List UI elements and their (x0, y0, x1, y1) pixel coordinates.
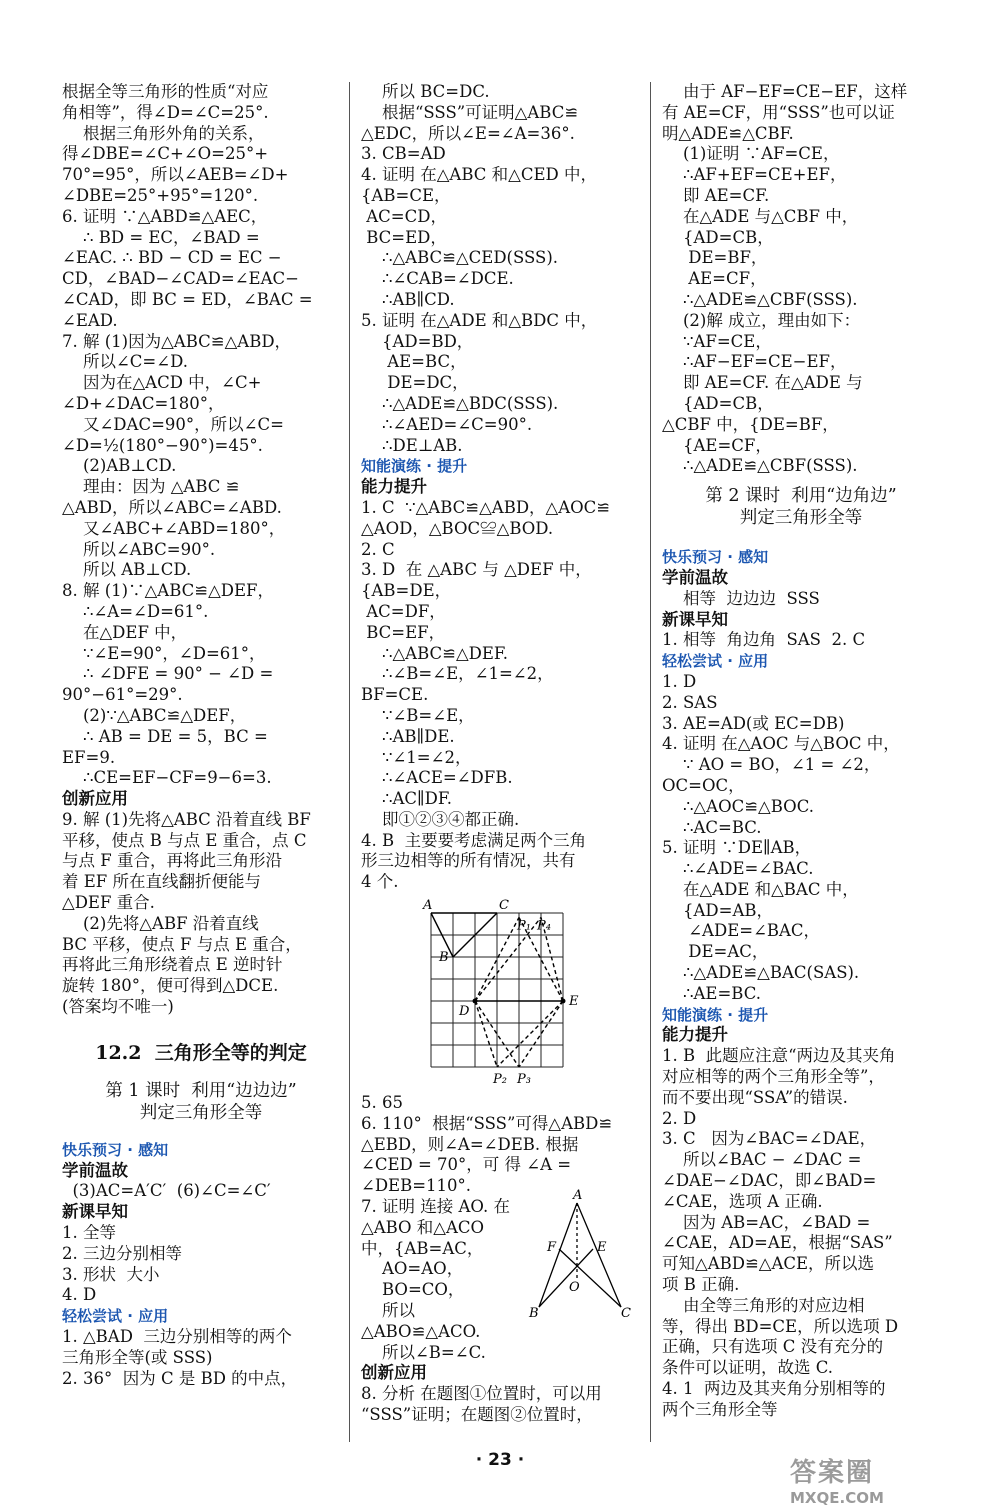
text-line: BC 平移，使点 F 与点 E 重合， (62, 934, 302, 954)
text-line: OC=OC， (662, 775, 745, 795)
text-line: AO=AO， (361, 1259, 464, 1279)
text-line: BC=EF， (361, 622, 446, 642)
grid-label-p4: P₄ (537, 918, 551, 934)
text-line: 所以 AB⊥CD. (62, 560, 192, 580)
text-line: “SSS”证明；在题图②位置时， (361, 1405, 593, 1425)
text-line: ∠DBE=25°+95°=120°. (62, 185, 259, 205)
watermark-logo-text: 答案圈 (790, 1458, 875, 1488)
lesson-title: 第 2 课时 利用“边角边” (705, 486, 897, 507)
text-line: ∴△ADE≌△BAC(SAS). (662, 963, 860, 983)
sub-heading: 创新应用 (361, 1363, 427, 1383)
text-line: BF=CE. (361, 685, 429, 705)
text-line: 即 AE=CF. 在△ADE 与 (662, 373, 863, 393)
sub-heading: 能力提升 (662, 1025, 728, 1045)
text-line: 有 AE=CF，用“SSS”也可以证 (662, 102, 895, 122)
text-line: (2)AB⊥CD. (62, 456, 177, 476)
text-line: 形三边相等的所有情况，共有 (361, 851, 576, 871)
text-line: ∴AF−EF=CE−EF， (662, 352, 847, 372)
sub-heading: 新课早知 (62, 1202, 128, 1222)
text-line: 根据三角形外角的关系， (62, 123, 265, 143)
text-line: ∠CAE，AD=AE，根据“SAS” (662, 1233, 893, 1253)
text-line: 在△DEF 中， (62, 622, 188, 642)
text-line: ∴△ABC≌△DEF. (361, 643, 509, 663)
text-line: 可知△ABD≌△ACE，所以选 (662, 1254, 875, 1274)
text-line: ∴△AOC≌△BOC. (662, 796, 814, 816)
text-line: 4 个. (361, 872, 399, 892)
text-line: 而不要出现“SSA”的错误. (662, 1087, 848, 1107)
text-line: ∴AC=BC. (662, 817, 762, 837)
text-line: (1)证明 ∵AF=CE， (662, 144, 840, 164)
text-line: ∴△ABC≌△CED(SSS). (361, 248, 559, 268)
column-3 (662, 82, 940, 1421)
triangle-label-f: F (547, 1240, 557, 1255)
text-line: ∠DAE−∠DAC，即∠BAD= (662, 1171, 877, 1191)
grid-label-p3: P₃ (517, 1072, 531, 1088)
text-line: 所以 (361, 1301, 415, 1321)
text-line: 所以∠ABC=90°. (62, 539, 216, 559)
page-number: · 23 · (475, 1450, 525, 1470)
text-line: ∴∠B=∠E，∠1=∠2， (361, 664, 554, 684)
text-line: ∴ ∠DFE = 90° − ∠D = (62, 664, 274, 684)
text-line: 1. B 此题应注意“两边及其夹角 (662, 1046, 896, 1066)
text-line: 在△ADE 与△CBF 中， (662, 206, 859, 226)
text-line: 两个三角形全等 (662, 1399, 778, 1419)
text-line: ∴△ADE≌△BDC(SSS). (361, 393, 559, 413)
text-line: 条件可以证明，故选 C. (662, 1358, 834, 1378)
text-line: 3. C 因为∠BAC=∠DAE， (662, 1129, 877, 1149)
grid-label-p1: P₁ (517, 918, 531, 934)
text-line: 项 B 正确. (662, 1275, 740, 1295)
text-line: 根据全等三角形的性质“对应 (62, 82, 269, 101)
text-line: {AB=DE， (361, 581, 452, 601)
text-line: ∴∠CAB=∠DCE. (361, 269, 514, 289)
text-line: 旋转 180°，便可得到△DCE. (62, 976, 279, 996)
text-line: (2)解 成立，理由如下： (662, 310, 861, 330)
text-line: 对应相等的两个三角形全等”， (662, 1067, 885, 1087)
text-line: 2. C (361, 539, 395, 559)
lesson-title: 第 1 课时 利用“边边边” (105, 1080, 297, 1101)
text-line: ∵ AO = BO，∠1 = ∠2， (662, 755, 881, 775)
text-line: {AB=CE， (361, 185, 451, 205)
text-line: 7. 证明 连接 AO. 在 (361, 1197, 510, 1217)
text-line: ∴∠A=∠D=61°. (62, 601, 209, 621)
text-line: {AD=BD， (361, 331, 474, 351)
section-heading: 知能演练 · 提升 (361, 457, 468, 476)
text-line: ∵AF=CE， (662, 331, 772, 351)
text-line: ∴AB∥CD. (361, 289, 455, 309)
text-line: ∴△ADE≌△CBF(SSS). (662, 289, 858, 309)
text-line: 等，得出 BD=CE，所以选项 D (662, 1316, 899, 1336)
text-line: 5. 证明 在△ADE 和△BDC 中， (361, 310, 598, 330)
text-line: BO=CO， (361, 1280, 465, 1300)
text-line: ∴∠AED=∠C=90°. (361, 414, 533, 434)
text-line: ∴∠ADE=∠BAC. (662, 859, 814, 879)
watermark (790, 1452, 884, 1507)
text-line: {AD=CB， (662, 393, 774, 413)
text-line: {AE=CF， (662, 435, 772, 455)
text-line: 2. 36° 因为 C 是 BD 的中点， (62, 1368, 298, 1388)
section-title: 12.2 三角形全等的判定 (95, 1041, 307, 1064)
grid-label-p2: P₂ (493, 1072, 507, 1088)
grid-label-d: D (459, 1004, 470, 1020)
text-line: AC=CD， (361, 206, 447, 226)
text-line: 1. C ∵△ABC≌△ABD，△AOC≌ (361, 497, 611, 517)
text-line: 由全等三角形的对应边相 (662, 1295, 865, 1315)
text-line: BC=ED， (361, 227, 447, 247)
text-line: △EBD，则∠A=∠DEB. 根据 (361, 1134, 579, 1154)
section-heading: 快乐预习 · 感知 (62, 1140, 169, 1159)
text-line: ∠CAD，即 BC = ED，∠BAC = (62, 289, 313, 309)
text-line: 8. 分析 在题图①位置时，可以用 (361, 1384, 602, 1404)
sub-heading: 能力提升 (361, 477, 427, 497)
text-line: 理由：因为 △ABC ≌ (62, 477, 240, 497)
text-line: ∴DE⊥AB. (361, 435, 463, 455)
text-line: EF=9. (62, 747, 116, 767)
column-divider-1 (349, 82, 350, 1442)
text-line: (2)先将△ABF 沿着直线 (62, 913, 259, 933)
column-2 (361, 82, 639, 1426)
text-line: AE=CF， (662, 269, 767, 289)
text-line: 1. △BAD 三边分别相等的两个 (62, 1327, 292, 1347)
text-line: 明△ADE≌△CBF. (662, 123, 794, 143)
grid-diagram (361, 893, 639, 1093)
text-line: 即 AE=CF. (662, 185, 770, 205)
text-line: 90°−61°=29°. (62, 685, 183, 705)
sub-heading: 创新应用 (62, 789, 128, 809)
text-line: 6. 110° 根据“SSS”可得△ABD≌ (361, 1113, 613, 1133)
text-line: 即①②③④都正确. (361, 809, 520, 829)
text-line: ∠ADE=∠BAC， (662, 921, 821, 941)
text-line: ∴ BD = EC，∠BAD = (62, 227, 260, 247)
text-line: 角相等”，得∠D=∠C=25°. (62, 102, 269, 122)
section-heading: 知能演练 · 提升 (662, 1005, 769, 1024)
text-line: 3. CB=AD (361, 144, 446, 164)
text-line: (答案均不唯一) (62, 997, 174, 1017)
text-line: 根据“SSS”可证明△ABC≌ (361, 102, 579, 122)
text-line: 因为在△ACD 中，∠C+ (62, 373, 262, 393)
sub-heading: 学前温故 (62, 1160, 128, 1180)
text-line: △ABD，所以∠ABC=∠ABD. (62, 497, 282, 517)
text-line: 3. 形状 大小 (62, 1264, 160, 1284)
triangle-label-a: A (573, 1188, 583, 1203)
watermark-url: MXQE.COM (790, 1489, 884, 1507)
text-line: ∴ AB = DE = 5，BC = (62, 726, 268, 746)
text-line: 5. 65 (361, 1093, 403, 1113)
text-line: ∴AC∥DF. (361, 789, 452, 809)
text-line: 平移，使点 B 与点 E 重合，点 C (62, 830, 307, 850)
triangle-figure (529, 1189, 629, 1335)
text-line: 三角形全等(或 SSS) (62, 1347, 213, 1367)
text-line: ∠CED = 70°，可 得 ∠A = (361, 1155, 572, 1175)
text-line: 7. 解 (1)因为△ABC≌△ABD， (62, 331, 292, 351)
text-line: 3. AE=AD(或 EC=DB) (662, 713, 845, 733)
grid-figure (361, 893, 639, 1093)
text-line: 中，{AB=AC， (361, 1238, 484, 1258)
text-line: ∴△ADE≌△CBF(SSS). (662, 456, 858, 476)
text-line: 8. 解 (1)∵△ABC≌△DEF， (62, 581, 275, 601)
text-line: 再将此三角形绕着点 E 逆时针 (62, 955, 283, 975)
text-line: △CBF 中，{DE=BF， (662, 414, 839, 434)
grid-label-c: C (499, 898, 509, 914)
text-line: (2)∵△ABC≌△DEF， (62, 705, 247, 725)
text-line: 4. 1 两边及其夹角分别相等的 (662, 1379, 886, 1399)
text-line: ∵∠E=90°，∠D=61°， (62, 643, 266, 663)
text-line: 3. D 在 △ABC 与 △DEF 中， (361, 560, 592, 580)
text-line: △ABO 和△ACO (361, 1217, 485, 1237)
column-divider-2 (650, 82, 651, 1442)
text-line: ∴AF+EF=CE+EF， (662, 165, 847, 185)
text-line: 4. D (62, 1285, 97, 1305)
text-line: △DEF 重合. (62, 893, 155, 913)
text-line: 9. 解 (1)先将△ABC 沿着直线 BF (62, 809, 311, 829)
section-heading: 轻松尝试 · 应用 (662, 652, 769, 671)
sub-heading: 新课早知 (662, 609, 728, 629)
text-line: 2. D (662, 1108, 697, 1128)
text-line: AE=BC， (361, 352, 467, 372)
grid-label-a: A (423, 898, 433, 914)
triangle-label-b: B (529, 1306, 539, 1321)
lesson-title: 判定三角形全等 (139, 1102, 263, 1123)
triangle-label-o: O (569, 1280, 580, 1295)
text-line: 在△ADE 和△BAC 中， (662, 879, 859, 899)
section-heading: 快乐预习 · 感知 (662, 548, 769, 567)
text-line: 70°=95°，所以∠AEB=∠D+ (62, 165, 289, 185)
text-line: 因为 AB=AC，∠BAD = (662, 1212, 871, 1232)
text-line: 所以∠C=∠D. (62, 352, 188, 372)
text-line: DE=DC， (361, 373, 469, 393)
text-line: ∴AE=BC. (662, 983, 761, 1003)
text-line: ∠EAC. ∴ BD − CD = EC − (62, 248, 282, 268)
section-heading: 轻松尝试 · 应用 (62, 1307, 169, 1326)
triangle-label-e: E (597, 1240, 607, 1255)
text-line: 1. 相等 角边角 SAS 2. C (662, 630, 866, 650)
text-line: 2. SAS (662, 692, 718, 712)
text-line: 4. 证明 在△ABC 和△CED 中， (361, 165, 597, 185)
text-line: 1. 全等 (62, 1223, 116, 1243)
text-line: 相等 边边边 SSS (662, 588, 820, 608)
text-line: 着 EF 所在直线翻折便能与 (62, 872, 261, 892)
text-line: {AD=AB， (662, 900, 773, 920)
text-line: 2. 三边分别相等 (62, 1243, 182, 1263)
text-line: {AD=CB， (662, 227, 774, 247)
grid-label-b: B (439, 950, 449, 966)
text-line: ∠D+∠DAC=180°， (62, 393, 225, 413)
text-line: 与点 F 重合，再将此三角形沿 (62, 851, 282, 871)
text-line: ∴CE=EF−CF=9−6=3. (62, 768, 272, 788)
triangle-diagram (529, 1189, 629, 1329)
text-line: 正确，只有选项 C 没有充分的 (662, 1337, 884, 1357)
grid-label-e: E (569, 994, 579, 1010)
text-line: 得∠DBE=∠C+∠O=25°+ (62, 144, 269, 164)
text-line: 1. D (662, 671, 697, 691)
text-line: 又∠DAC=90°，所以∠C= (62, 414, 284, 434)
text-line: ∠D=½(180°−90°)=45°. (62, 435, 263, 455)
text-line: ∠EAD. (62, 310, 118, 330)
text-line: △EDC，所以∠E=∠A=36°. (361, 123, 575, 143)
column-1 (62, 82, 340, 1389)
text-line: ∵∠B=∠E， (361, 705, 475, 725)
text-line: DE=BF， (662, 248, 768, 268)
text-line: AC=DF， (361, 601, 446, 621)
text-line: ∴AB∥DE. (361, 726, 455, 746)
text-line: ∵∠1=∠2， (361, 747, 472, 767)
lesson-title: 判定三角形全等 (739, 508, 863, 529)
text-line: 4. B 主要要考虑满足两个三角 (361, 830, 587, 850)
text-line: 6. 证明 ∵△ABD≌△AEC， (62, 206, 268, 226)
text-line: CD，∠BAD−∠CAD=∠EAC− (62, 269, 299, 289)
text-line: 所以 BC=DC. (361, 82, 490, 101)
triangle-label-c: C (621, 1306, 631, 1321)
text-line: 5. 证明 ∵DE∥AB， (662, 838, 812, 858)
text-line: 由于 AF−EF=CE−EF，这样 (662, 82, 908, 101)
text-line: ∠CAE，选项 A 正确. (662, 1191, 823, 1211)
text-line: ∴∠ACE=∠DFB. (361, 768, 513, 788)
text-line: 所以∠BAC − ∠DAC = (662, 1150, 862, 1170)
text-line: (3)AC=A′C′ (6)∠C=∠C′ (62, 1181, 271, 1201)
text-line: 又∠ABC+∠ABD=180°， (62, 518, 286, 538)
text-line: △ABO≌△ACO. (361, 1321, 481, 1341)
text-line: DE=AC， (662, 942, 769, 962)
text-line: ∠DEB=110°. (361, 1176, 472, 1196)
text-line: 4. 证明 在△AOC 与△BOC 中， (662, 734, 900, 754)
text-line: 所以∠B=∠C. (361, 1342, 486, 1362)
text-line: △AOD，△BOC≌△BOD. (361, 518, 554, 538)
sub-heading: 学前温故 (662, 567, 728, 587)
